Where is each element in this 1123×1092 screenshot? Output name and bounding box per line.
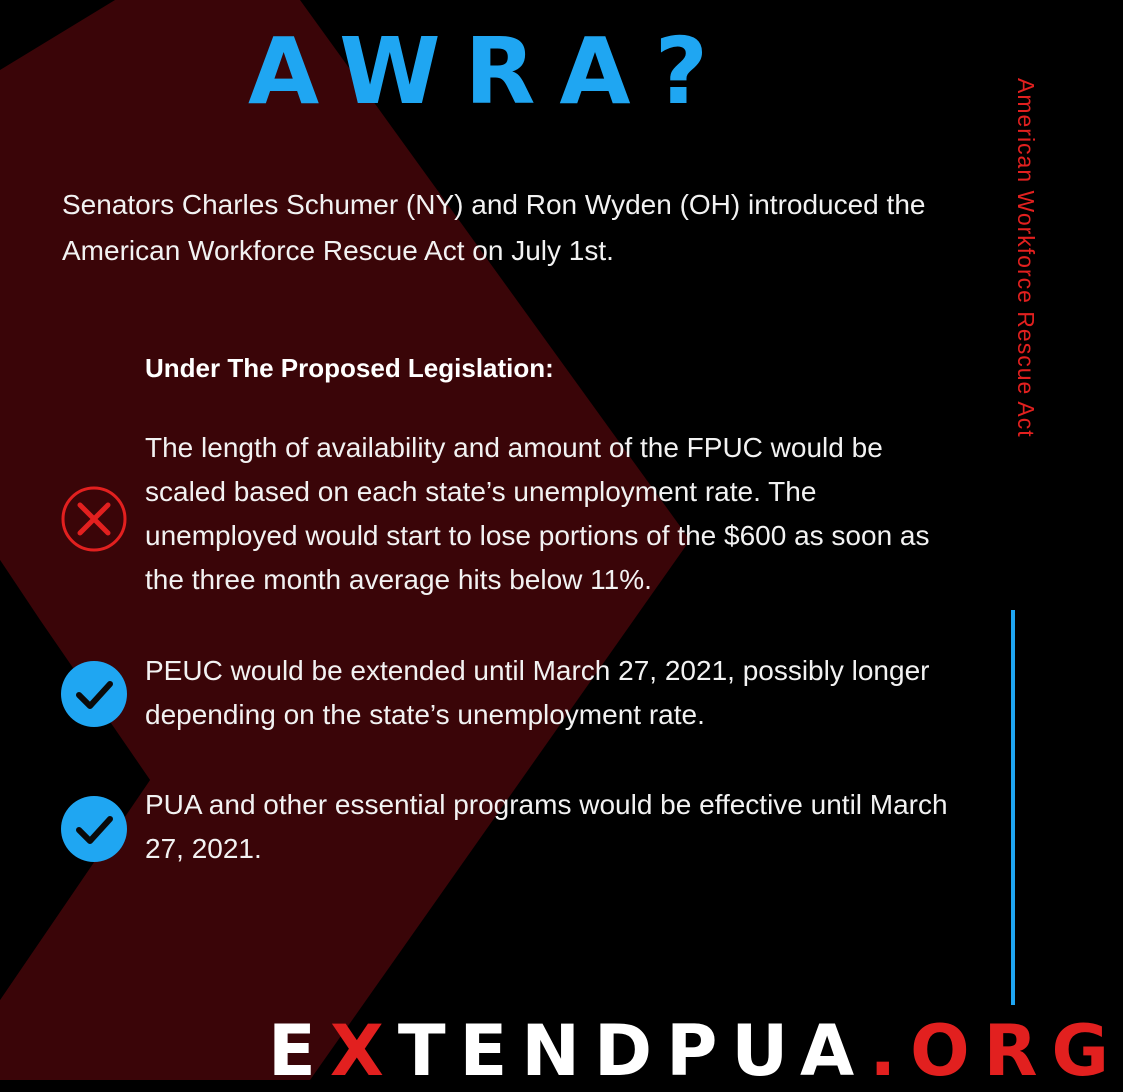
footer-url — [268, 1010, 1123, 1092]
side-divider — [1011, 610, 1015, 1005]
list-item-peuc: PEUC would be extended until March 27, 2021, possibly longer depending on the state’s unemployment rate. — [145, 655, 930, 730]
list-item-fpuc: The length of availability and amount of the FPUC would be scaled based on each state’s unemployment rate. The unemployed would start to lose portions of the $600 as soon as the three month average hits below 11%. — [145, 432, 930, 595]
check-circle-icon — [60, 795, 128, 863]
page-title: AWRA? — [248, 18, 732, 125]
footer-part-3: TENDPUA — [397, 1010, 870, 1092]
check-circle-icon — [60, 660, 128, 728]
intro-text: Senators Charles Schumer (NY) and Ron Wyden (OH) introduced the American Workforce Rescue Act on July 1st. — [62, 189, 926, 266]
x-circle-icon — [60, 485, 128, 553]
section-heading: Under The Proposed Legislation: — [145, 353, 554, 383]
footer-part-1: E — [268, 1010, 330, 1092]
side-label: American Workforce Rescue Act — [1013, 78, 1039, 438]
footer-part-2: X — [329, 1010, 398, 1092]
list-item-pua: PUA and other essential programs would be effective until March 27, 2021. — [145, 789, 948, 864]
footer-part-4: .ORG — [869, 1010, 1123, 1092]
